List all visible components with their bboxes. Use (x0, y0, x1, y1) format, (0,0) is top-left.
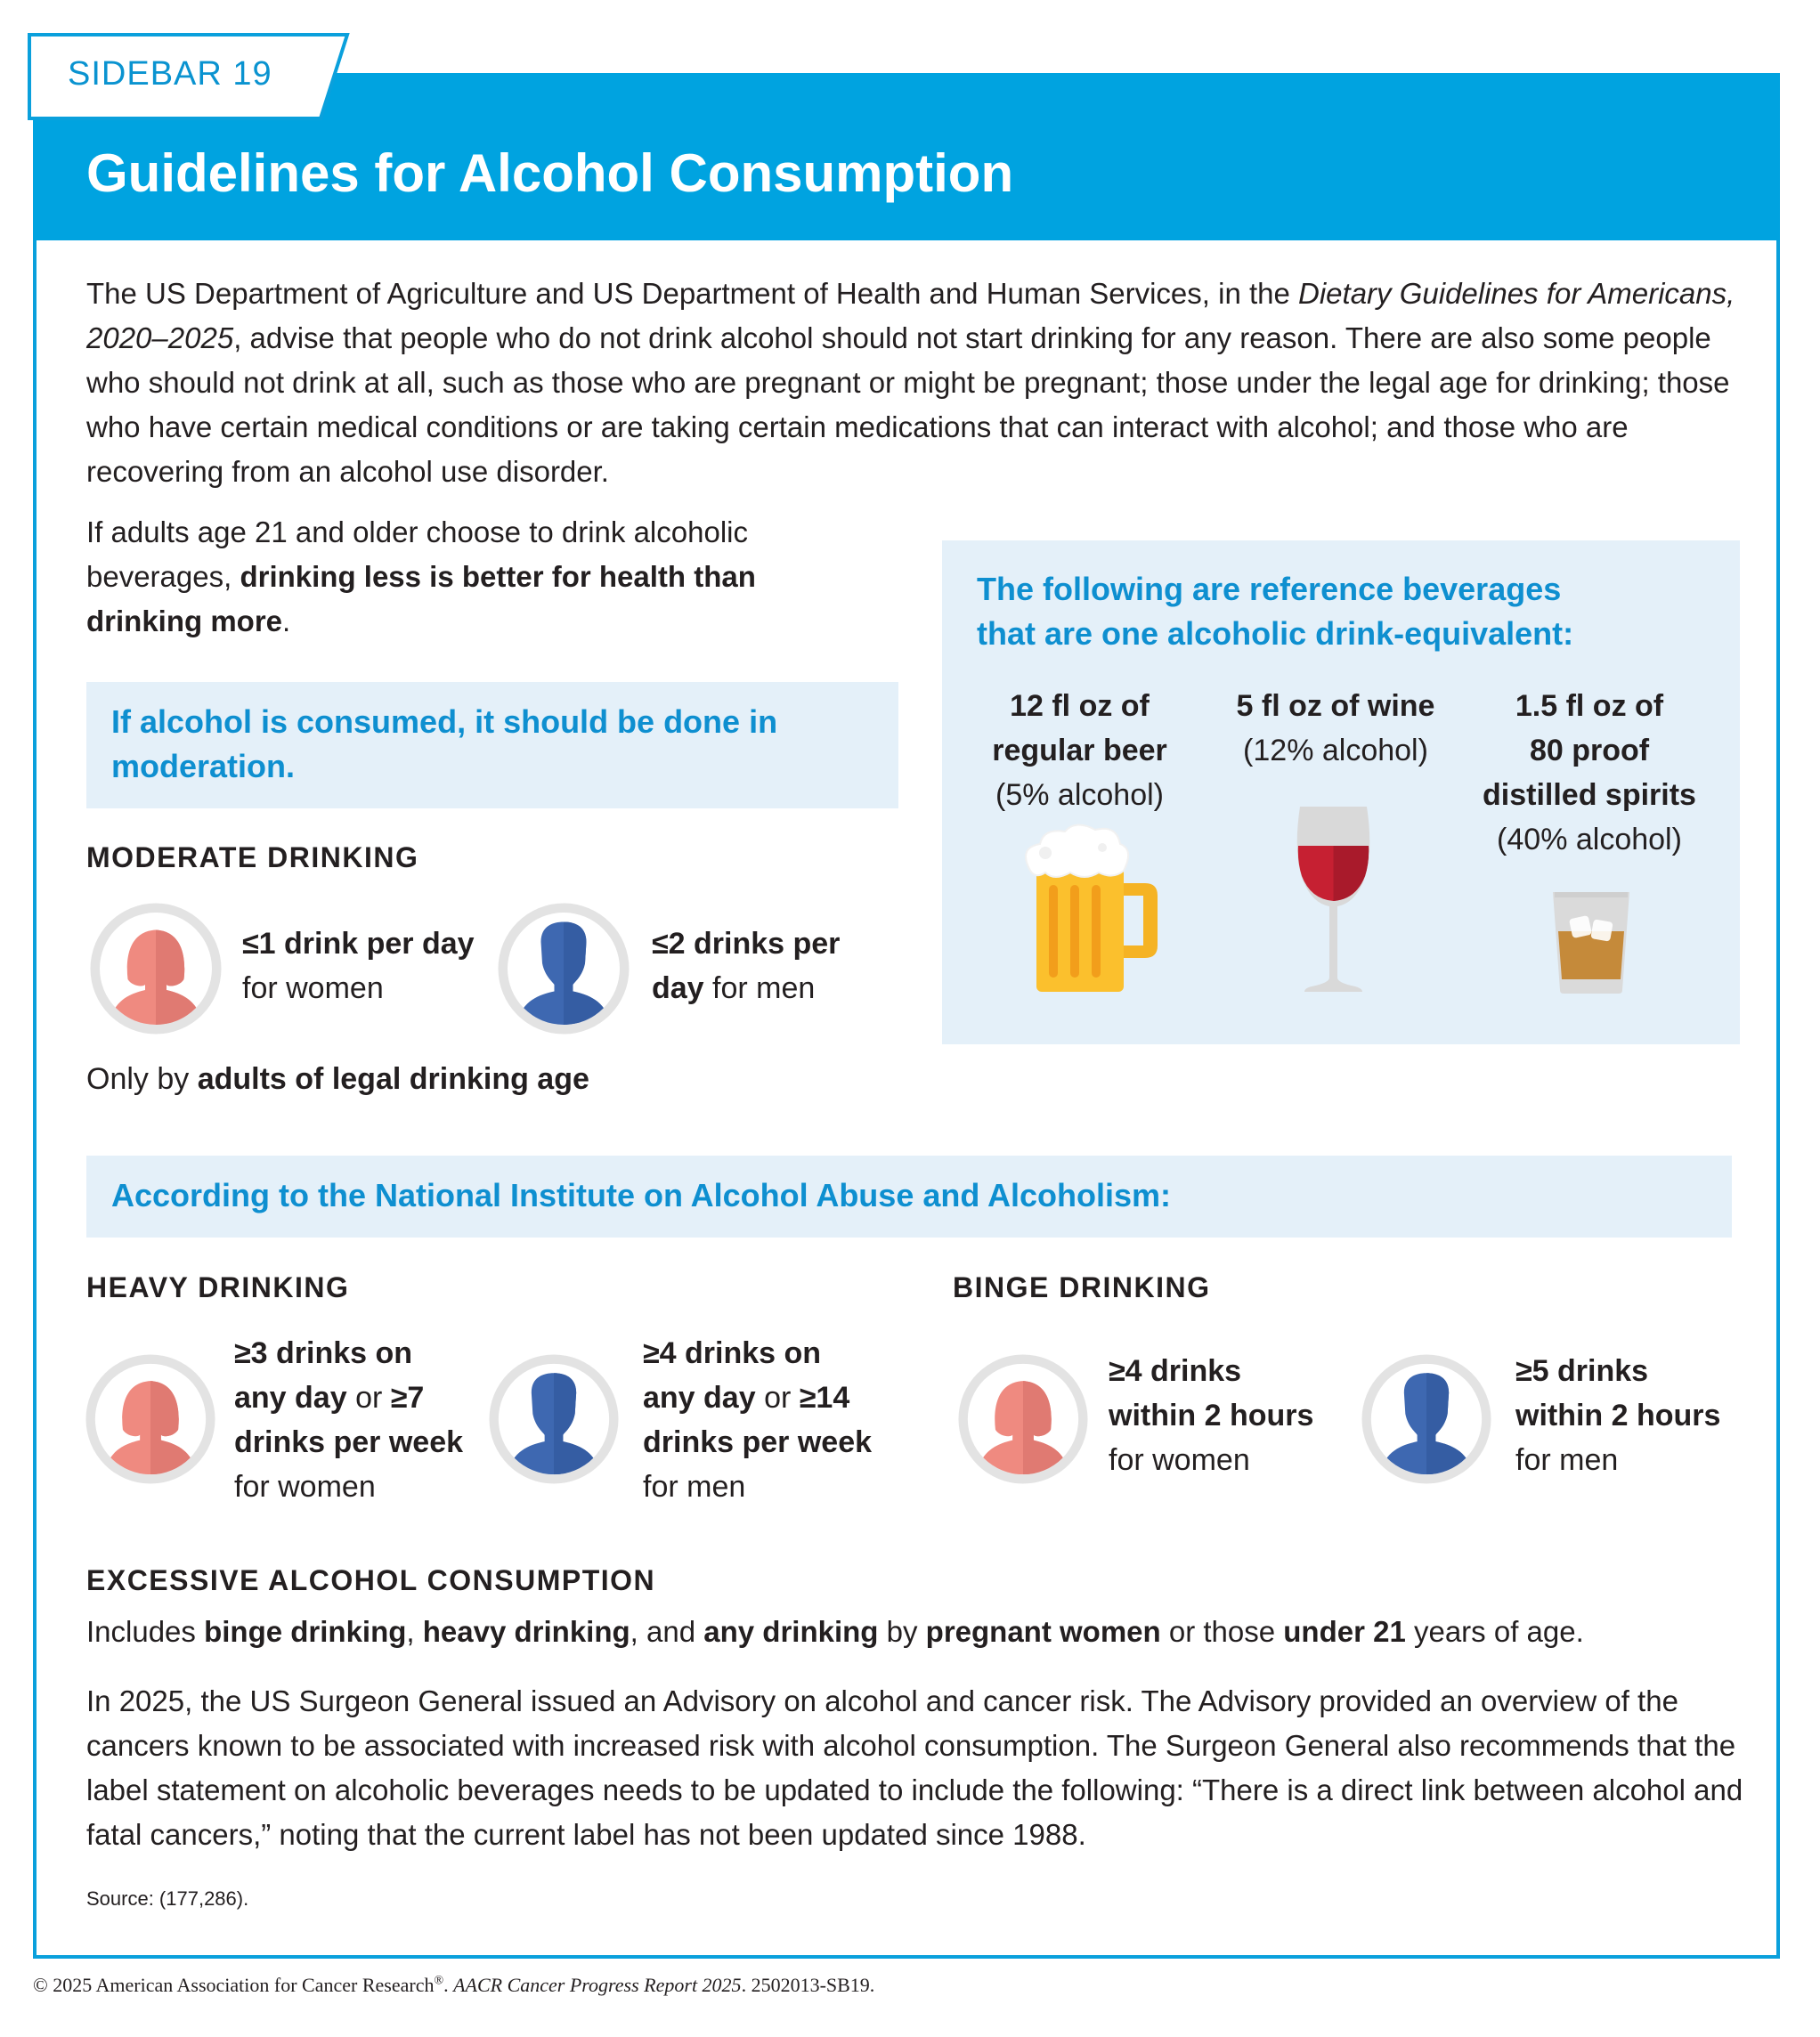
woman-icon (89, 902, 223, 1035)
moderate-women-text: ≤1 drink per day for women (242, 927, 475, 1005)
heavy-drinking-heading: HEAVY DRINKING (86, 1271, 350, 1303)
excessive-consumption-heading: EXCESSIVE ALCOHOL CONSUMPTION (86, 1564, 656, 1596)
beer-label: 12 fl oz of regular beer (5% alcohol) (992, 689, 1167, 812)
copyright-footer: © 2025 American Association for Cancer Research®. AACR Cancer Progress Report 2025. 2502013-SB19. (33, 1974, 875, 1996)
woman-icon (957, 1353, 1089, 1485)
wine-glass-icon (1291, 803, 1376, 999)
moderate-drinking-heading: MODERATE DRINKING (86, 841, 419, 873)
reference-heading: The following are reference beverages that are one alcoholic drink-equivalent: (977, 571, 1574, 652)
heavy-men-text: ≥4 drinks on any day or ≥14 drinks per week for men (643, 1336, 873, 1504)
moderate-men-text: ≤2 drinks per day for men (652, 927, 841, 1005)
moderation-callout-text: If alcohol is consumed, it should be done in moderation. (111, 703, 778, 784)
surgeon-general-advisory: In 2025, the US Surgeon General issued an Advisory on alcohol and cancer risk. The Advisory provided an overview of the cancers known to be associated with increased risk with alcohol consumption. The Surgeon General also recommends that the label statement on alcoholic beverages needs to be updated to include the following: “There is a direct link between alcohol and fatal cancers,” noting that the current label has not been updated since 1988. (86, 1684, 1743, 1851)
legal-age-text: Only by adults of legal drinking age (86, 1062, 589, 1096)
adult-choice-paragraph: If adults age 21 and older choose to drink alcoholic beverages, drinking less is better for health than drinking more. (86, 515, 756, 637)
niaaa-callout-text: According to the National Institute on Alcohol Abuse and Alcoholism: (111, 1177, 1172, 1213)
page-title: Guidelines for Alcohol Consumption (86, 143, 1014, 203)
intro-paragraph: The US Department of Agriculture and US Department of Health and Human Services, in the Dietary Guidelines for Americans, 2020–2025, advise that people who do not drink alcohol should not start drinking for any reason. There are also some people who should not drink at all, such as those who are pregnant or might be pregnant; those under the legal age for drinking; those who have certain medical conditions or are taking certain medications that can interact with alcohol; and those who are recovering from an alcohol use disorder. (86, 277, 1735, 488)
binge-men-text: ≥5 drinks within 2 hours for men (1515, 1354, 1721, 1477)
heavy-women-text: ≥3 drinks on any day or ≥7 drinks per week for women (234, 1336, 464, 1504)
man-icon (497, 902, 630, 1035)
whiskey-glass-icon (1551, 890, 1631, 995)
sidebar-tab-label: SIDEBAR 19 (68, 55, 272, 93)
man-icon (488, 1353, 620, 1485)
man-icon (1361, 1353, 1492, 1485)
binge-women-text: ≥4 drinks within 2 hours for women (1109, 1354, 1314, 1477)
excessive-consumption-text: Includes binge drinking, heavy drinking, and any drinking by pregnant women or those under 21 years of age. (86, 1615, 1584, 1648)
wine-label: 5 fl oz of wine (12% alcohol) (1236, 689, 1435, 767)
beer-mug-icon (1013, 821, 1165, 999)
source-citation: Source: (177,286). (86, 1887, 249, 1910)
woman-icon (85, 1353, 216, 1485)
binge-drinking-heading: BINGE DRINKING (953, 1271, 1211, 1303)
spirits-label: 1.5 fl oz of 80 proof distilled spirits (40% alcohol) (1483, 689, 1696, 856)
